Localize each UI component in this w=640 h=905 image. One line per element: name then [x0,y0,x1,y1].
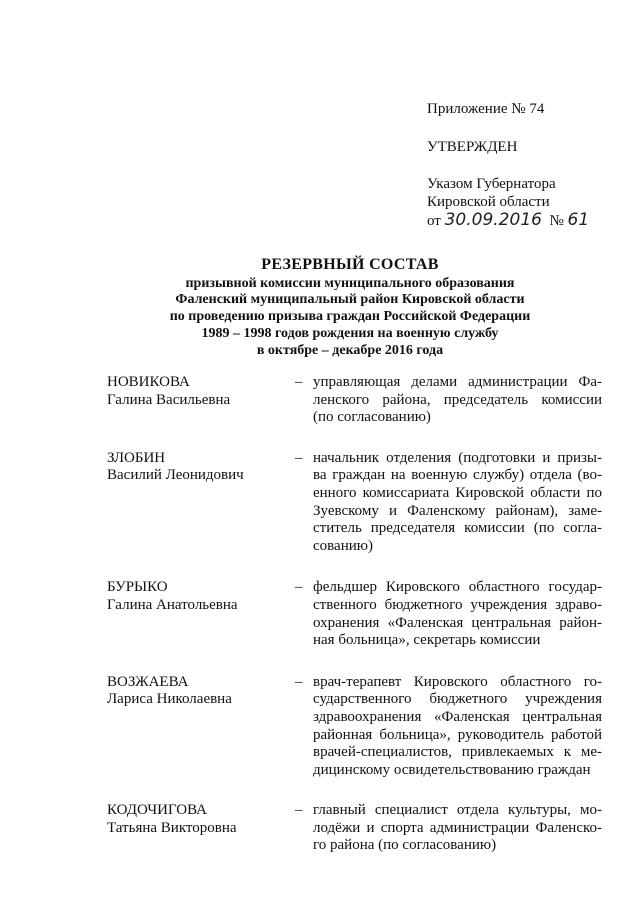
member-role-line: го района (по согласованию) [313,837,497,854]
member-role-line: лодёжи и спорта администрации Фаленско- [313,819,602,836]
member-dash: – [295,673,303,690]
approved-label: УТВЕРЖДЕН [427,139,518,155]
title-line: по проведению призыва граждан Российской Федерации [169,309,531,325]
member-role-line: сованию) [313,537,373,554]
member-surname: НОВИКОВА [107,374,190,390]
member-role [313,579,602,649]
handwritten-date: 30.09.2016 [444,210,542,230]
document-title [110,257,590,359]
member-role-line: районная больница», руководитель работой [313,726,602,743]
title-main: РЕЗЕРВНЫЙ СОСТАВ [261,256,439,273]
member-given-name: Галина Анатольевна [107,596,238,613]
member-given-name: Василий Леонидович [107,467,244,484]
member-name [107,450,282,485]
member-entry [107,374,602,427]
member-role-line: начальник отделения (подготовки и призы- [313,449,602,466]
title-line: призывной комиссии муниципального образования [185,275,515,291]
member-surname: БУРЫКО [107,579,168,596]
member-entry [107,450,602,556]
member-role-line: (по согласованию) [313,409,431,426]
member-role-line: врачей-специалистов, привлекаемых к ме- [313,744,602,761]
member-role [313,450,602,556]
title-line: 1989 – 1998 годов рождения на военную службу [201,325,499,341]
member-role-line: ва граждан на военную службу) отдела (во- [313,467,602,484]
member-role-line: ственного бюджетного учреждения здраво- [313,596,602,613]
member-role-line: Зуевскому и Фаленскому районам), заме- [313,502,602,519]
member-role [313,374,602,427]
member-role-line: ститель председателя комиссии (по согла- [313,520,602,537]
member-dash: – [295,449,303,466]
member-role-line: управляющая делами администрации Фа- [313,374,602,390]
from-prefix: от [427,213,441,229]
member-name [107,674,282,709]
approval-block [427,100,627,230]
member-role-line: врач-терапевт Кировского областного го- [313,673,602,690]
member-dash: – [295,579,303,596]
number-prefix: № [549,213,564,229]
member-role-line: охранения «Фаленская центральная район- [313,614,602,631]
member-name [107,802,282,837]
decree-line-1: Указом Губернатора [427,176,556,192]
member-role-line: ная больница», секретарь комиссии [313,632,541,649]
decree-date-line [427,211,627,230]
member-role-line: енного комиссариата Кировской области по [313,484,602,501]
member-name [107,579,282,614]
member-role-line: ленского района, председатель комиссии [313,391,602,408]
member-role [313,674,602,780]
member-role-line: здравоохранения «Фаленская центральная [313,708,602,725]
member-surname: ЗЛОБИН [107,449,166,466]
member-list [107,374,602,855]
member-given-name: Галина Васильевна [107,391,231,408]
member-role-line: дицинскому освидетельствованию граждан [313,761,591,778]
decree-line-2: Кировской области [427,194,550,210]
member-dash: – [295,802,303,819]
handwritten-number: 61 [567,210,590,230]
title-line: Фаленский муниципальный район Кировской области [175,292,525,308]
member-surname: КОДОЧИГОВА [107,802,208,819]
member-entry [107,579,602,649]
annex-number: Приложение № 74 [427,101,545,117]
member-name [107,374,282,409]
title-line: в октябре – декабре 2016 года [256,342,444,358]
member-entry [107,802,602,855]
member-role [313,802,602,855]
member-role-line: сударственного бюджетного учреждения [313,691,602,708]
member-given-name: Лариса Николаевна [107,691,232,708]
member-role-line: фельдшер Кировского областного государ- [313,579,602,596]
member-surname: ВОЗЖАЕВА [107,673,189,690]
member-role-line: главный специалист отдела культуры, мо- [313,802,602,819]
member-entry [107,674,602,780]
member-given-name: Татьяна Викторовна [107,819,237,836]
member-dash: – [295,374,303,390]
